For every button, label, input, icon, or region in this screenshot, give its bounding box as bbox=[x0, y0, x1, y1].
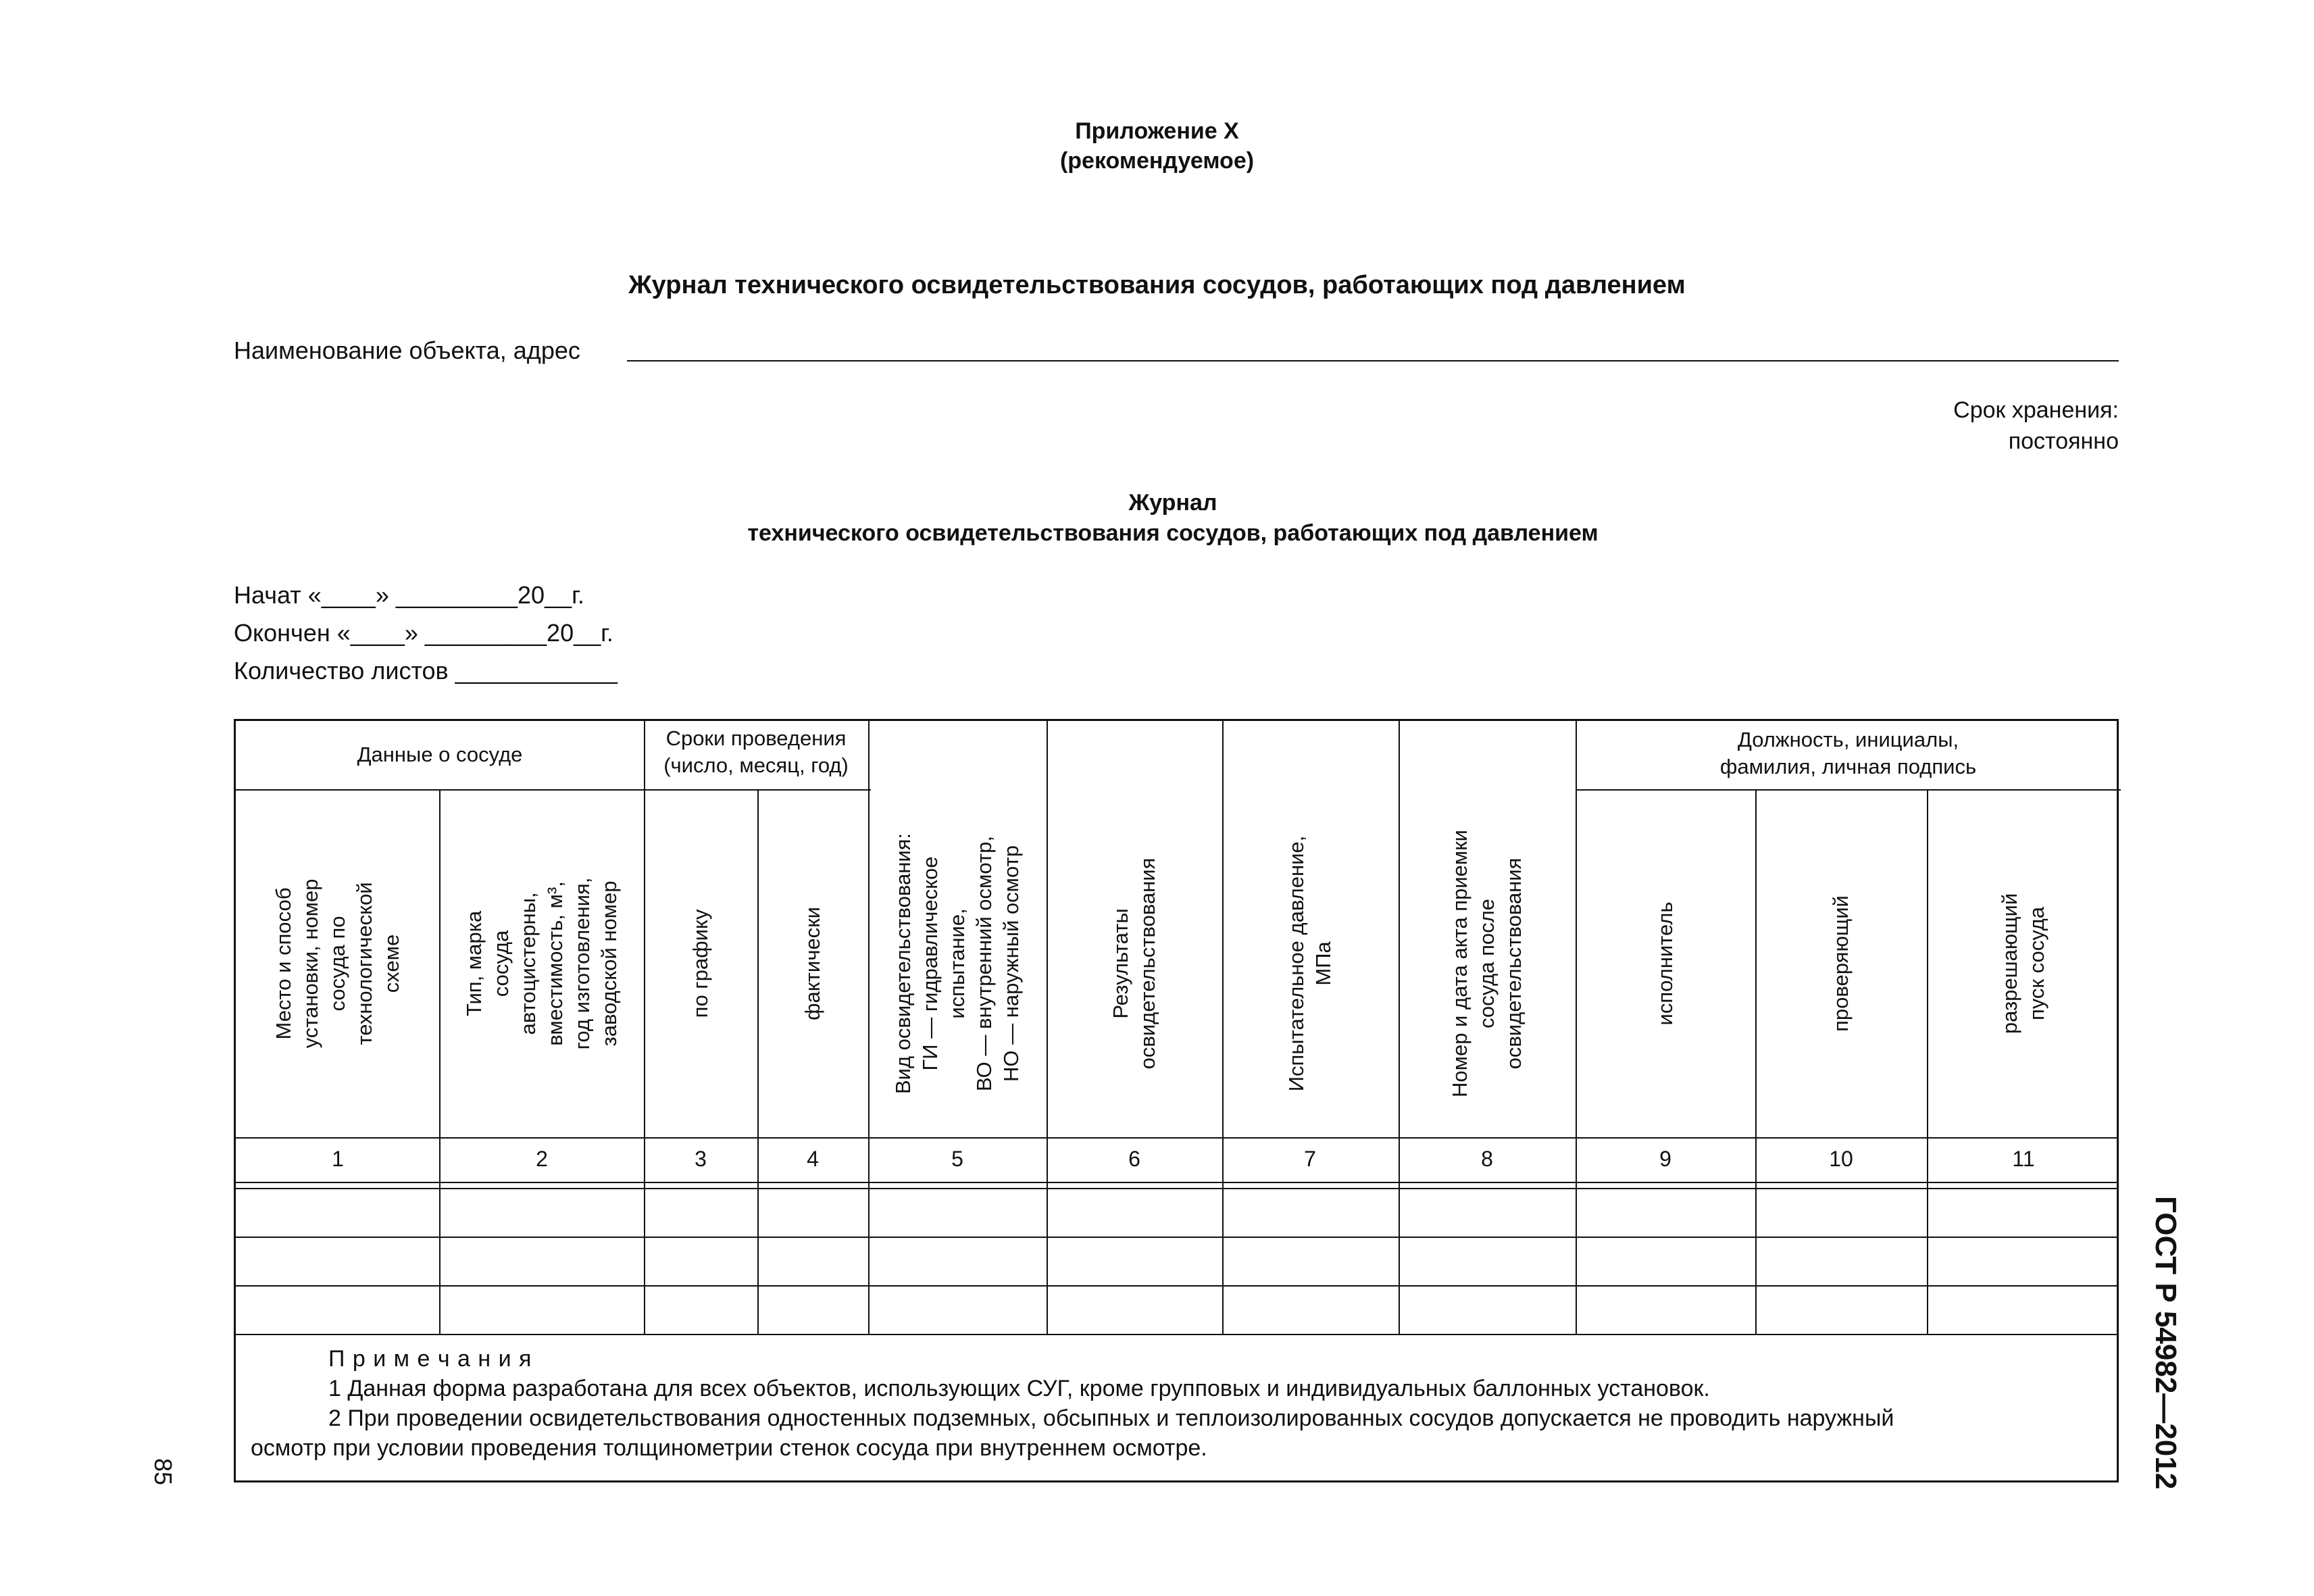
storage-value: постоянно bbox=[2008, 428, 2119, 454]
header-divider-vessel bbox=[236, 789, 871, 791]
form-title: Журнал bbox=[1128, 490, 1217, 516]
appendix-subtitle: (рекомендуемое) bbox=[1059, 148, 1255, 174]
finished-field: Окончен «____» _________20__г. bbox=[234, 619, 613, 647]
page-number: 85 bbox=[149, 1458, 177, 1486]
column-header-inspector: проверяющий bbox=[1829, 895, 1853, 1032]
journal-table bbox=[234, 719, 2119, 1482]
col-divider-6 bbox=[1222, 721, 1224, 1334]
column-number: 9 bbox=[1659, 1147, 1671, 1171]
storage-label: Срок хранения: bbox=[1953, 397, 2119, 423]
note-1: 1 Данная форма разработана для всех объектов, использующих СУГ, кроме групповых и индивидуальных баллонных установок. bbox=[328, 1376, 1710, 1401]
group-header-vessel-data: Данные о сосуде bbox=[357, 743, 523, 766]
col-divider-7 bbox=[1399, 721, 1400, 1334]
col-divider-3 bbox=[757, 789, 759, 1334]
column-header-results: Результаты освидетельствования bbox=[1109, 857, 1159, 1070]
appendix-title: Приложение Х bbox=[1075, 118, 1239, 144]
group-header-signatures-line2: фамилия, личная подпись bbox=[1719, 755, 1977, 778]
col-divider-9 bbox=[1755, 789, 1757, 1334]
column-header-location: Место и способ установки, номер сосуда по технологической схеме bbox=[272, 878, 403, 1049]
numbers-double-line bbox=[236, 1188, 2117, 1189]
row-line-1 bbox=[236, 1237, 2117, 1238]
object-field-label: Наименование объекта, адрес bbox=[234, 336, 580, 364]
row-line-2 bbox=[236, 1285, 2117, 1287]
column-number: 4 bbox=[807, 1147, 819, 1171]
column-number: 3 bbox=[695, 1147, 707, 1171]
numbers-bottom-line bbox=[236, 1182, 2117, 1183]
started-field: Начат «____» _________20__г. bbox=[234, 581, 584, 609]
column-number: 8 bbox=[1481, 1147, 1493, 1171]
column-number: 10 bbox=[1829, 1147, 1853, 1171]
group-header-dates-line1: Сроки проведения bbox=[665, 726, 847, 750]
document-code: ГОСТ Р 54982—2012 bbox=[2149, 1196, 2182, 1490]
column-number: 6 bbox=[1128, 1147, 1140, 1171]
note-2-line-2: осмотр при условии проведения толщинометрии стенок сосуда при внутреннем осмотре. bbox=[251, 1435, 1207, 1461]
header-bottom-line bbox=[236, 1137, 2117, 1139]
column-header-inspection-type: Вид освидетельствования: ГИ — гидравлическое испытание, ВО — внутренний осмотр, НО — наружный осмотр bbox=[891, 832, 1023, 1095]
column-header-test-pressure: Испытательное давление, МПа bbox=[1284, 835, 1335, 1092]
col-divider-4 bbox=[868, 721, 870, 1334]
column-header-vessel-type: Тип, марка сосуда автоцистерны, вместимость, м³, год изготовления, заводской номер bbox=[462, 877, 621, 1050]
column-header-acceptance-act: Номер и дата акта приемки сосуда после освидетельствования bbox=[1448, 830, 1526, 1097]
column-header-actual: фактически bbox=[801, 907, 824, 1020]
note-2-line-1: 2 При проведении освидетельствования одностенных подземных, обсыпных и теплоизолированных сосудов допускается не проводить наружный bbox=[328, 1405, 1894, 1431]
column-header-executor: исполнитель bbox=[1653, 901, 1677, 1026]
sheets-field: Количество листов ____________ bbox=[234, 657, 618, 684]
notes-heading: П р и м е ч а н и я bbox=[328, 1346, 532, 1372]
row-line-3 bbox=[236, 1334, 2117, 1335]
column-number: 7 bbox=[1304, 1147, 1316, 1171]
col-divider-1 bbox=[439, 789, 441, 1334]
column-number: 11 bbox=[2012, 1147, 2035, 1171]
column-number: 2 bbox=[536, 1147, 548, 1171]
col-divider-8 bbox=[1576, 721, 1577, 1334]
col-divider-5 bbox=[1047, 721, 1048, 1334]
group-header-dates-line2: (число, месяц, год) bbox=[663, 753, 849, 777]
object-field-line bbox=[627, 360, 2119, 361]
header-divider-signatures bbox=[1576, 789, 2121, 791]
main-heading: Журнал технического освидетельствования сосудов, работающих под давлением bbox=[628, 271, 1686, 299]
column-number: 1 bbox=[332, 1147, 344, 1171]
column-number: 5 bbox=[951, 1147, 963, 1171]
group-header-signatures-line1: Должность, инициалы, bbox=[1737, 728, 1959, 751]
form-subtitle: технического освидетельствования сосудов, работающих под давлением bbox=[747, 520, 1599, 546]
column-header-scheduled: по графику bbox=[688, 909, 712, 1018]
column-header-authorizer: разрешающий пуск сосуда bbox=[1998, 893, 2048, 1034]
col-divider-2 bbox=[644, 721, 645, 1334]
col-divider-10 bbox=[1927, 789, 1928, 1334]
